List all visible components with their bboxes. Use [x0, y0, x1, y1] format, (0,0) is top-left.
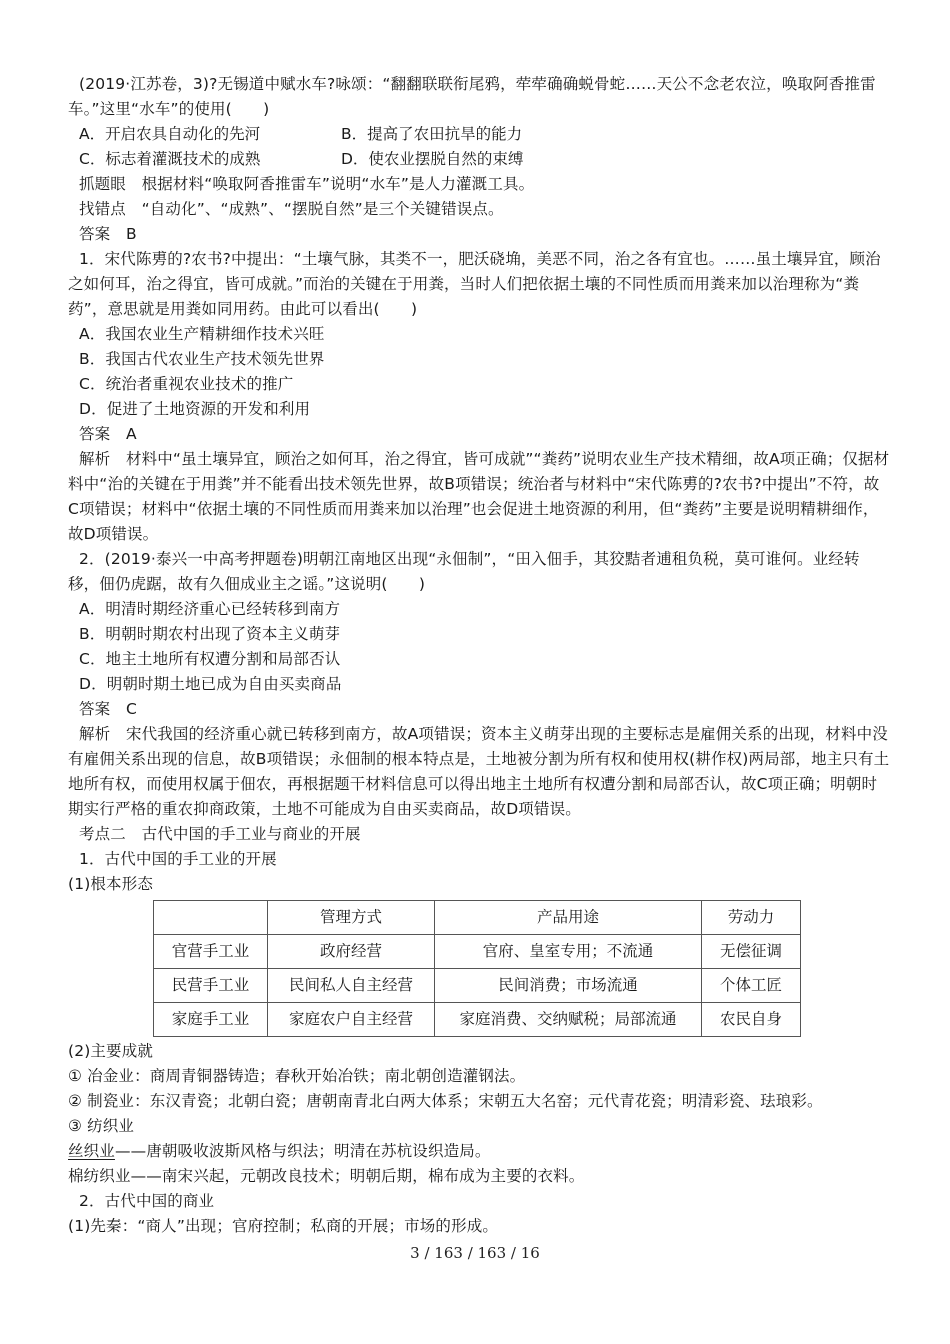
table-cell: 家庭手工业 [154, 1003, 268, 1037]
option-d: D．使农业摆脱自然的束缚 [341, 150, 524, 168]
q1-option-c: C．统治者重视农业技术的推广 [79, 375, 294, 393]
q1-option-d: D．促进了土地资源的开发和利用 [79, 400, 311, 418]
subsection-2-1-text: (1)先秦：“商人”出现；官府控制；私商的开展；市场的形成。 [68, 1217, 499, 1235]
table-cell: 官府、皇室专用；不流通 [435, 935, 702, 969]
achievement-metallurgy: ① 冶金业：商周青铜器铸造；春秋开始冶铁；南北朝创造灌钢法。 [68, 1067, 526, 1085]
option-b: B．提高了农田抗旱的能力 [341, 125, 523, 143]
table-cell: 无偿征调 [702, 935, 801, 969]
q2-option-c: C．地主土地所有权遭分割和局部否认 [79, 650, 341, 668]
silk-text: ——唐朝吸收波斯风格与织法；明清在苏杭设织造局。 [114, 1142, 491, 1160]
q2-answer: 答案 C [79, 700, 137, 718]
table-cell: 个体工匠 [702, 969, 801, 1003]
table-cell: 民间私人自主经营 [268, 969, 435, 1003]
table-header-cell: 管理方式 [268, 901, 435, 935]
table-header-row [154, 901, 801, 935]
answer-text: 答案 B [79, 225, 137, 243]
table-cell: 政府经营 [268, 935, 435, 969]
table-cell: 官营手工业 [154, 935, 268, 969]
page-number-footer: 3 / 163 / 163 / 16 [410, 1244, 540, 1262]
table-row [154, 935, 801, 969]
key-point-text: 抓题眼 根据材料“唤取阿香推雷车”说明“水车”是人力灌溉工具。 [79, 175, 535, 193]
table-header-cell [154, 901, 268, 935]
option-c: C．标志着灌溉技术的成熟 [79, 150, 261, 168]
achievement-porcelain: ② 制瓷业：东汉青瓷；北朝白瓷；唐朝南青北白两大体系；宋朝五大名窑；元代青花瓷；明清彩瓷、珐琅彩。 [68, 1092, 823, 1110]
subsection-2-title: 2．古代中国的商业 [79, 1192, 215, 1210]
q1-analysis: 解析 材料中“虽土壤异宜，顾治之如何耳，治之得宜，皆可成就”“粪药”说明农业生产技术精细，故A项正确；仅据材料中“治的关键在于用粪”并不能看出技术领先世界，故B项错误；统治者与材料中“宋代陈旉的?农书?中提出”不符，故C项错误；材料中“依据土壤的不同性质而用粪来加以治理”也会促进土地资源的利用，但“粪药”主要是说明精耕细作，故D项错误。 [68, 450, 890, 543]
table-cell: 农民自身 [702, 1003, 801, 1037]
table-header-cell: 劳动力 [702, 901, 801, 935]
table-cell: 家庭农户自主经营 [268, 1003, 435, 1037]
intro-options-row-1 [68, 122, 890, 147]
option-a: A．开启农具自动化的先河 [79, 125, 261, 143]
intro-options-row-2 [68, 147, 890, 172]
table-row [154, 1003, 801, 1037]
section-2-title: 考点二 古代中国的手工业与商业的开展 [79, 825, 361, 843]
q2-option-d: D．明朝时期土地已成为自由买卖商品 [79, 675, 342, 693]
q2-option-a: A．明清时期经济重心已经转移到南方 [79, 600, 341, 618]
error-point-text: 找错点 “自动化”、“成熟”、“摆脱自然”是三个关键错误点。 [79, 200, 504, 218]
question-2-stem: 2．(2019·泰兴一中高考押题卷)明朝江南地区出现“永佃制”，“田入佃手，其狡黠者逋租负税，莫可谁何。业经转移，佃仍虎踞，故有久佃成业主之谣。”这说明( ) [68, 550, 860, 593]
cotton-line [68, 1164, 890, 1189]
q2-option-b: B．明朝时期农村出现了资本主义萌芽 [79, 625, 341, 643]
handicraft-forms-table [153, 900, 801, 1037]
silk-label: 丝织业 [68, 1142, 115, 1160]
achievement-textile: ③ 纺织业 [68, 1117, 135, 1135]
q2-analysis: 解析 宋代我国的经济重心就已转移到南方，故A项错误；资本主义萌芽出现的主要标志是雇佣关系的出现，材料中没有雇佣关系出现的信息，故B项错误；永佃制的根本特点是，土地被分割为所有权和使用权(耕作权)两局部，地主只有土地所有权，而使用权属于佃农，再根据题干材料信息可以得出地主土地所有权遭分割和局部否认，故C项正确；明朝时期实行严格的重农抑商政策，土地不可能成为自由买卖商品，故D项错误。 [68, 725, 890, 818]
table-row [154, 969, 801, 1003]
table-cell: 民间消费；市场流通 [435, 969, 702, 1003]
table-cell: 民营手工业 [154, 969, 268, 1003]
cotton-label: 棉纺织业 [68, 1167, 131, 1185]
subsection-1-2-title: (2)主要成就 [68, 1042, 154, 1060]
intro-question-stem: (2019·江苏卷，3)?无锡道中赋水车?咏颂：“翻翻联联衔尾鸦，荦荦确确蜕骨蛇……天公不念老农泣，唤取阿香推雷车。”这里“水车”的使用( ) [68, 75, 876, 118]
q1-option-a: A．我国农业生产精耕细作技术兴旺 [79, 325, 325, 343]
document-body [68, 72, 890, 1239]
q1-option-b: B．我国古代农业生产技术领先世界 [79, 350, 325, 368]
question-1-stem: 1．宋代陈旉的?农书?中提出：“土壤气脉，其类不一，肥沃硗埆，美恶不同，治之各有宜也。……虽土壤异宜，顾治之如何耳，治之得宜，皆可成就。”而治的关键在于用粪，当时人们把依据土壤的不同性质而用粪来加以治理称为“粪药”，意思就是用粪如同用药。由此可以看出( ) [68, 250, 881, 318]
cotton-text: ——南宋兴起，元朝改良技术；明朝后期，棉布成为主要的衣料。 [130, 1167, 585, 1185]
silk-line [68, 1139, 890, 1164]
table-header-cell: 产品用途 [435, 901, 702, 935]
subsection-1-1-title: (1)根本形态 [68, 875, 154, 893]
table-cell: 家庭消费、交纳赋税；局部流通 [435, 1003, 702, 1037]
q1-answer: 答案 A [79, 425, 137, 443]
subsection-1-title: 1．古代中国的手工业的开展 [79, 850, 277, 868]
